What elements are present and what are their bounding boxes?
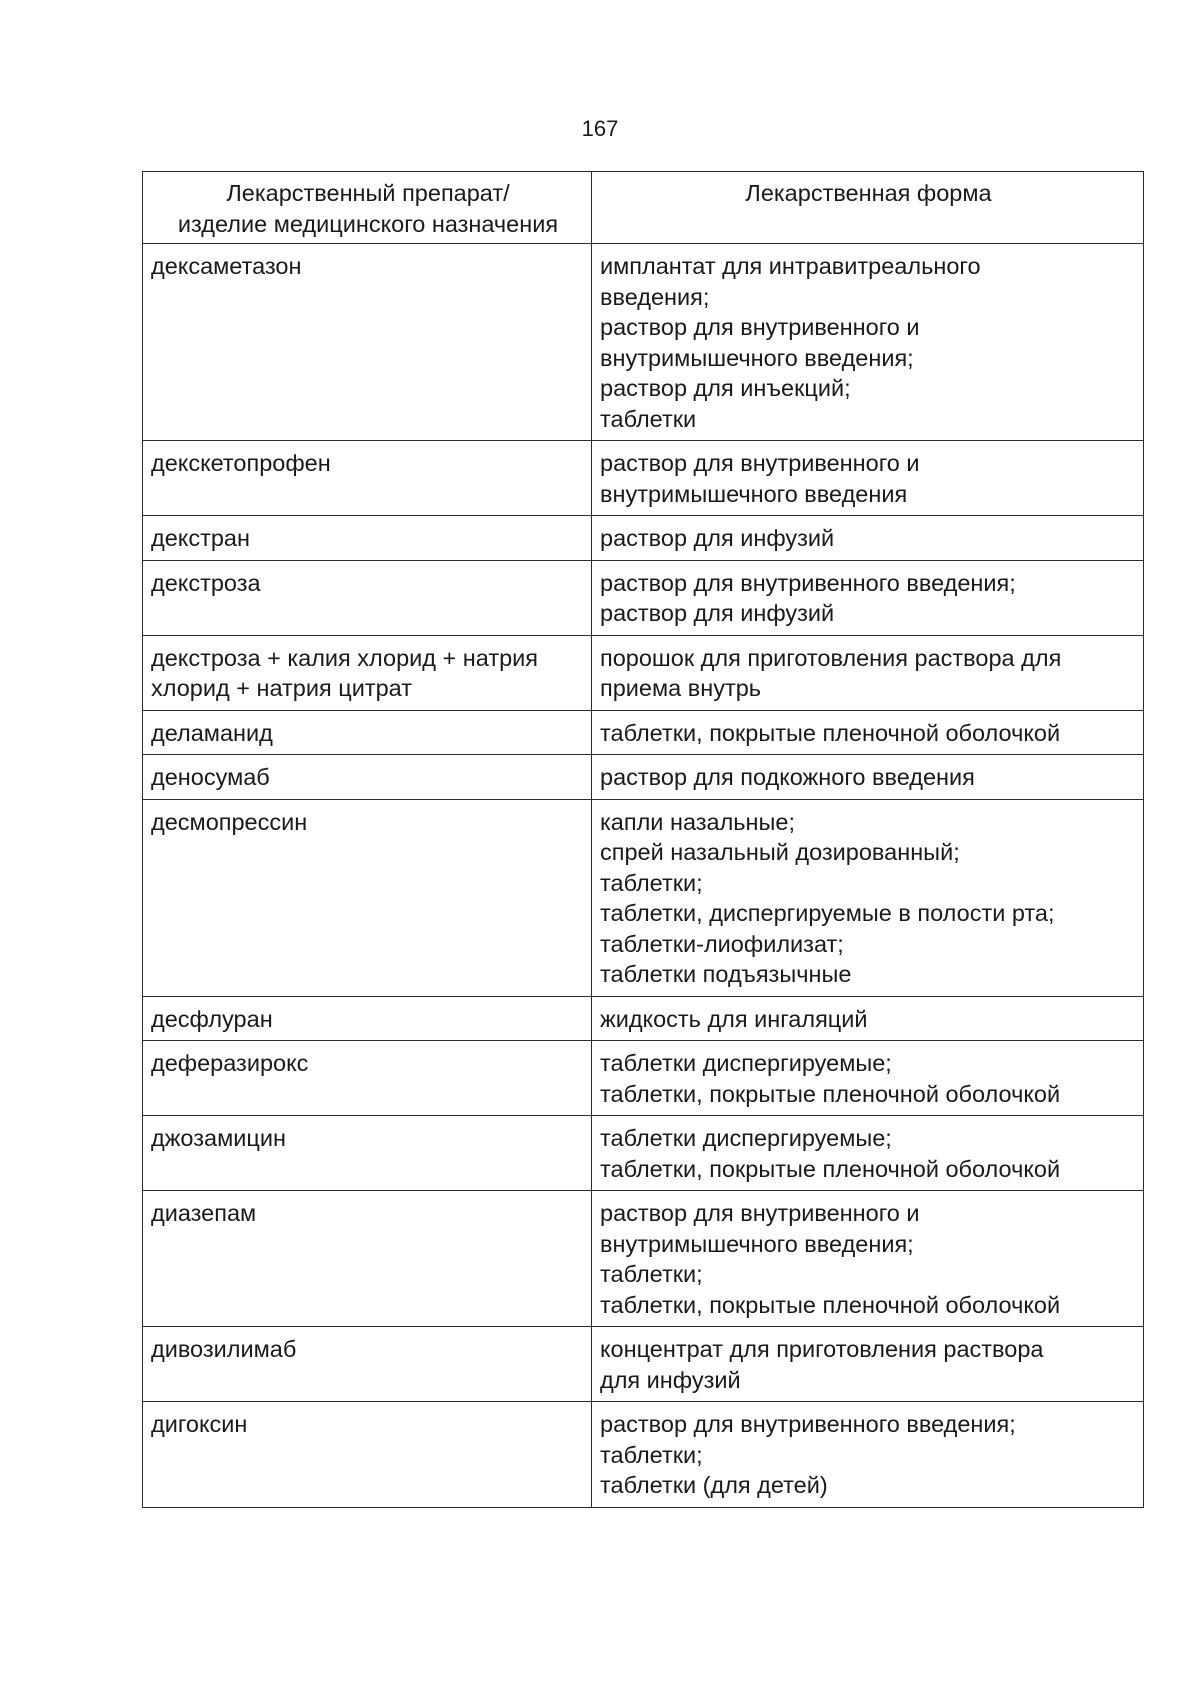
form-line: приема внутрь (600, 675, 762, 701)
drug-cell (143, 1327, 592, 1402)
table-row (143, 560, 1144, 635)
drug-cell (143, 635, 592, 710)
drug-cell (143, 710, 592, 755)
form-line: раствор для инфузий (600, 525, 835, 551)
form-cell (592, 560, 1144, 635)
table-row (143, 1191, 1144, 1327)
header-form (592, 172, 1144, 244)
drug-line: дигоксин (151, 1411, 248, 1437)
drug-cell (143, 560, 592, 635)
table-body (143, 244, 1144, 1508)
page-number: 167 (581, 116, 619, 141)
form-cell (592, 441, 1144, 516)
table-row (143, 710, 1144, 755)
form-line: порошок для приготовления раствора для (600, 644, 1062, 671)
form-line: таблетки, покрытые пленочной оболочкой (600, 1080, 1061, 1107)
drug-line: дексаметазон (151, 253, 302, 279)
table-row (143, 1041, 1144, 1116)
form-line: таблетки; (600, 1441, 703, 1468)
drug-cell (143, 441, 592, 516)
drug-cell (143, 1191, 592, 1327)
form-line: раствор для инъекций; (600, 375, 851, 401)
form-line: таблетки, покрытые пленочной оболочкой (600, 1291, 1061, 1318)
table-row (143, 635, 1144, 710)
form-line: таблетки, диспергируемые в полости рта; (600, 900, 1055, 926)
form-cell (592, 635, 1144, 710)
table-row (143, 996, 1144, 1041)
form-cell (592, 755, 1144, 800)
form-cell (592, 799, 1144, 996)
form-line: раствор для внутривенного и (600, 450, 920, 476)
table-row (143, 799, 1144, 996)
header-drug (143, 172, 592, 244)
drug-line: деламанид (151, 719, 273, 746)
drug-line: десмопрессин (151, 808, 308, 835)
drug-line: декстроза (151, 569, 261, 596)
form-line: таблетки; (600, 1261, 703, 1287)
form-line: имплантат для интравитреального (600, 253, 981, 279)
drug-cell (143, 244, 592, 441)
form-cell (592, 710, 1144, 755)
form-cell (592, 1191, 1144, 1327)
drug-line: деносумаб (151, 764, 270, 790)
table-row (143, 1116, 1144, 1191)
form-line: таблетки подъязычные (600, 961, 852, 987)
form-cell (592, 996, 1144, 1041)
drug-line: декстран (151, 525, 250, 551)
form-line: спрей назальный дозированный; (600, 839, 960, 865)
drug-line: декстроза + калия хлорид + натрия (151, 644, 539, 671)
drug-line: дивозилимаб (151, 1336, 297, 1362)
form-line: таблетки, покрытые пленочной оболочкой (600, 719, 1061, 746)
table-row (143, 516, 1144, 561)
header-form-line: Лекарственная форма (745, 180, 992, 206)
drug-cell (143, 1116, 592, 1191)
form-line: таблетки диспергируемые; (600, 1050, 892, 1076)
form-line: раствор для подкожного введения (600, 764, 975, 790)
form-line: раствор для инфузий (600, 600, 835, 626)
form-cell (592, 516, 1144, 561)
drug-cell (143, 755, 592, 800)
drug-cell (143, 1041, 592, 1116)
drug-cell (143, 1402, 592, 1508)
form-line: капли назальные; (600, 808, 796, 835)
table-row (143, 1402, 1144, 1508)
drug-cell (143, 516, 592, 561)
form-line: таблетки (600, 405, 697, 432)
form-cell (592, 1116, 1144, 1191)
drug-cell (143, 996, 592, 1041)
form-line: таблетки (для детей) (600, 1472, 828, 1498)
form-cell (592, 1327, 1144, 1402)
form-line: концентрат для приготовления раствора (600, 1336, 1044, 1362)
table-row (143, 755, 1144, 800)
table-row (143, 1327, 1144, 1402)
form-line: раствор для внутривенного введения; (600, 1411, 1016, 1437)
form-line: таблетки; (600, 869, 703, 896)
form-cell (592, 1041, 1144, 1116)
form-line: внутримышечного введения; (600, 1230, 914, 1257)
form-line: раствор для внутривенного и (600, 1200, 920, 1226)
form-line: таблетки, покрытые пленочной оболочкой (600, 1155, 1061, 1182)
form-line: внутримышечного введения; (600, 344, 914, 371)
drug-line: декскетопрофен (151, 450, 331, 476)
form-line: раствор для внутривенного и (600, 314, 920, 340)
drug-cell (143, 799, 592, 996)
form-cell (592, 244, 1144, 441)
drug-line: деферазирокс (151, 1050, 309, 1076)
drug-line: джозамицин (151, 1125, 286, 1151)
drug-line: десфлуран (151, 1005, 273, 1032)
drug-line: хлорид + натрия цитрат (151, 675, 412, 701)
form-line: жидкость для ингаляций (600, 1005, 868, 1032)
table-row (143, 244, 1144, 441)
drug-line: диазепам (151, 1200, 257, 1226)
table-row (143, 441, 1144, 516)
form-line: раствор для внутривенного введения; (600, 569, 1016, 596)
table-header-row (143, 172, 1144, 244)
header-drug-line: Лекарственный препарат/ (226, 180, 510, 206)
form-cell (592, 1402, 1144, 1508)
drug-table (142, 171, 1144, 1508)
form-line: таблетки-лиофилизат; (600, 930, 844, 957)
header-drug-line: изделие медицинского назначения (177, 210, 559, 237)
form-line: таблетки диспергируемые; (600, 1125, 892, 1151)
form-line: введения; (600, 283, 710, 310)
form-line: внутримышечного введения (600, 480, 908, 507)
form-line: для инфузий (600, 1366, 741, 1393)
